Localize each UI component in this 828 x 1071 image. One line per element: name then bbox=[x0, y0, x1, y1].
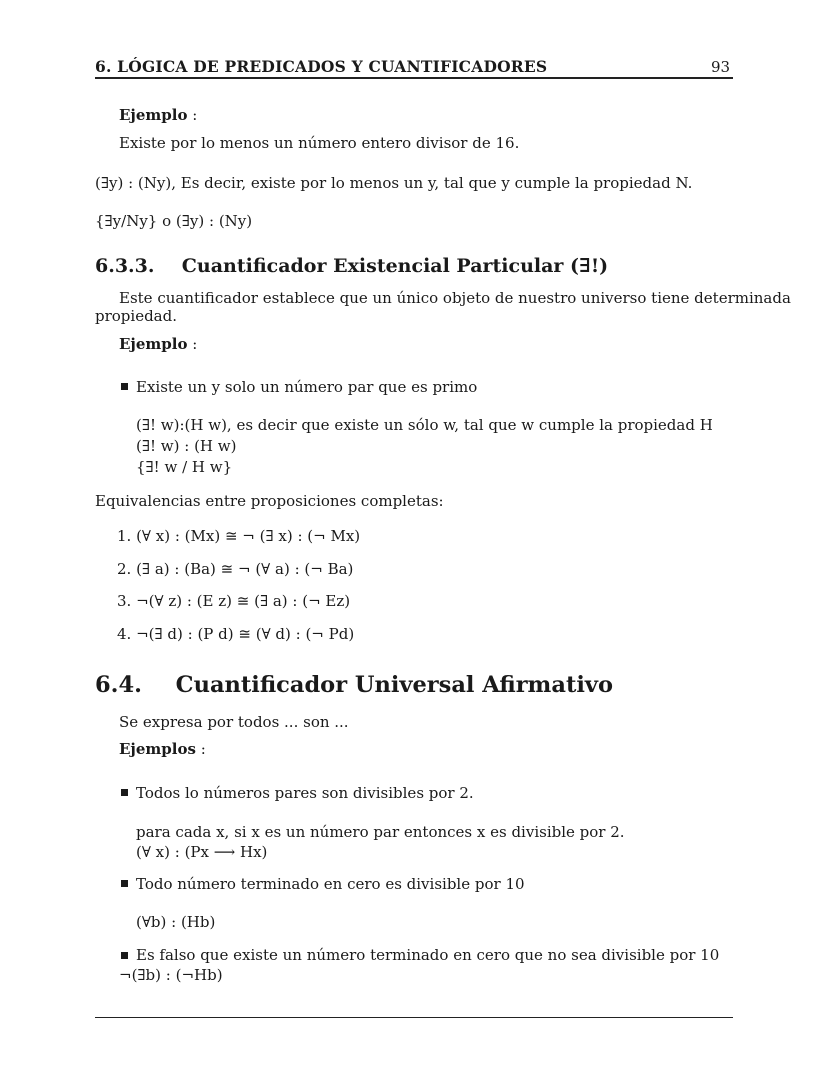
bullet1-explanation-line1: para cada x, si x es un número par entonces x es divisible por 2. bbox=[136, 823, 625, 841]
example-label: Ejemplo bbox=[119, 106, 188, 124]
unique-quantifier-line-3: {∃! w / H w} bbox=[136, 458, 233, 476]
section-633-number: 6.3.3. bbox=[95, 255, 155, 277]
bullet-marker bbox=[121, 789, 128, 796]
page-number: 93 bbox=[711, 58, 731, 76]
bullet-text-unique-even-prime: Existe un y solo un número par que es primo bbox=[136, 378, 478, 396]
bullet-text-ends-zero-divisible-10: Todo número terminado en cero es divisible por 10 bbox=[136, 875, 525, 893]
equivalence-item-2: 2. (∃ a) : (Ba) ≅ ¬ (∀ a) : (¬ Ba) bbox=[117, 560, 354, 578]
section-633-title: Cuantificador Existencial Particular (∃!) bbox=[181, 255, 609, 277]
section-633-paragraph-line2: propiedad. bbox=[95, 307, 177, 325]
section-64-text: Se expresa por todos ... son ... bbox=[119, 713, 349, 731]
section-64-title: Cuantificador Universal Afirmativo bbox=[175, 672, 613, 698]
bullet3-formula: ¬(∃b) : (¬Hb) bbox=[119, 966, 223, 984]
bullet-marker bbox=[121, 383, 128, 390]
section-633-paragraph-line1: Este cuantificador establece que un único objeto de nuestro universo tiene determinada bbox=[119, 289, 791, 307]
equivalence-item-1: 1. (∀ x) : (Mx) ≅ ¬ (∃ x) : (¬ Mx) bbox=[117, 527, 361, 545]
examples-heading bbox=[119, 740, 206, 758]
example-heading-2 bbox=[119, 335, 197, 353]
unique-quantifier-line-1: (∃! w):(H w), es decir que existe un sólo w, tal que w cumple la propiedad H bbox=[136, 416, 713, 434]
bullet2-formula: (∀b) : (Hb) bbox=[136, 913, 216, 931]
example-heading-1 bbox=[119, 106, 197, 124]
example-colon: : bbox=[192, 106, 198, 124]
bullet-marker bbox=[121, 880, 128, 887]
equivalence-item-4: 4. ¬(∃ d) : (P d) ≅ (∀ d) : (¬ Pd) bbox=[117, 625, 355, 643]
example-colon: : bbox=[192, 335, 198, 353]
formula-line-2: {∃y/Ny} o (∃y) : (Ny) bbox=[95, 212, 253, 230]
section-633-heading bbox=[95, 255, 608, 277]
examples-label: Ejemplos bbox=[119, 740, 196, 758]
bullet-text-even-divisible-2: Todos lo números pares son divisibles por 2. bbox=[136, 784, 474, 802]
equivalence-item-3: 3. ¬(∀ z) : (E z) ≅ (∃ a) : (¬ Ez) bbox=[117, 592, 351, 610]
unique-quantifier-line-2: (∃! w) : (H w) bbox=[136, 437, 237, 455]
bullet-text-false-exists: Es falso que existe un número terminado en cero que no sea divisible por 10 bbox=[136, 946, 720, 964]
bullet-marker bbox=[121, 952, 128, 959]
equivalences-intro: Equivalencias entre proposiciones completas: bbox=[95, 492, 444, 510]
formula-line-1: (∃y) : (Ny), Es decir, existe por lo menos un y, tal que y cumple la propiedad N. bbox=[95, 174, 693, 192]
example-label: Ejemplo bbox=[119, 335, 188, 353]
examples-colon: : bbox=[200, 740, 206, 758]
section-64-heading bbox=[95, 672, 613, 698]
header-rule bbox=[95, 77, 733, 79]
chapter-header-title: 6. LÓGICA DE PREDICADOS Y CUANTIFICADORES bbox=[95, 57, 548, 76]
bullet1-explanation-line2: (∀ x) : (Px ⟶ Hx) bbox=[136, 843, 268, 861]
section-64-number: 6.4. bbox=[95, 672, 142, 698]
footer-rule bbox=[95, 1017, 733, 1018]
example-text-1: Existe por lo menos un número entero divisor de 16. bbox=[119, 134, 520, 152]
